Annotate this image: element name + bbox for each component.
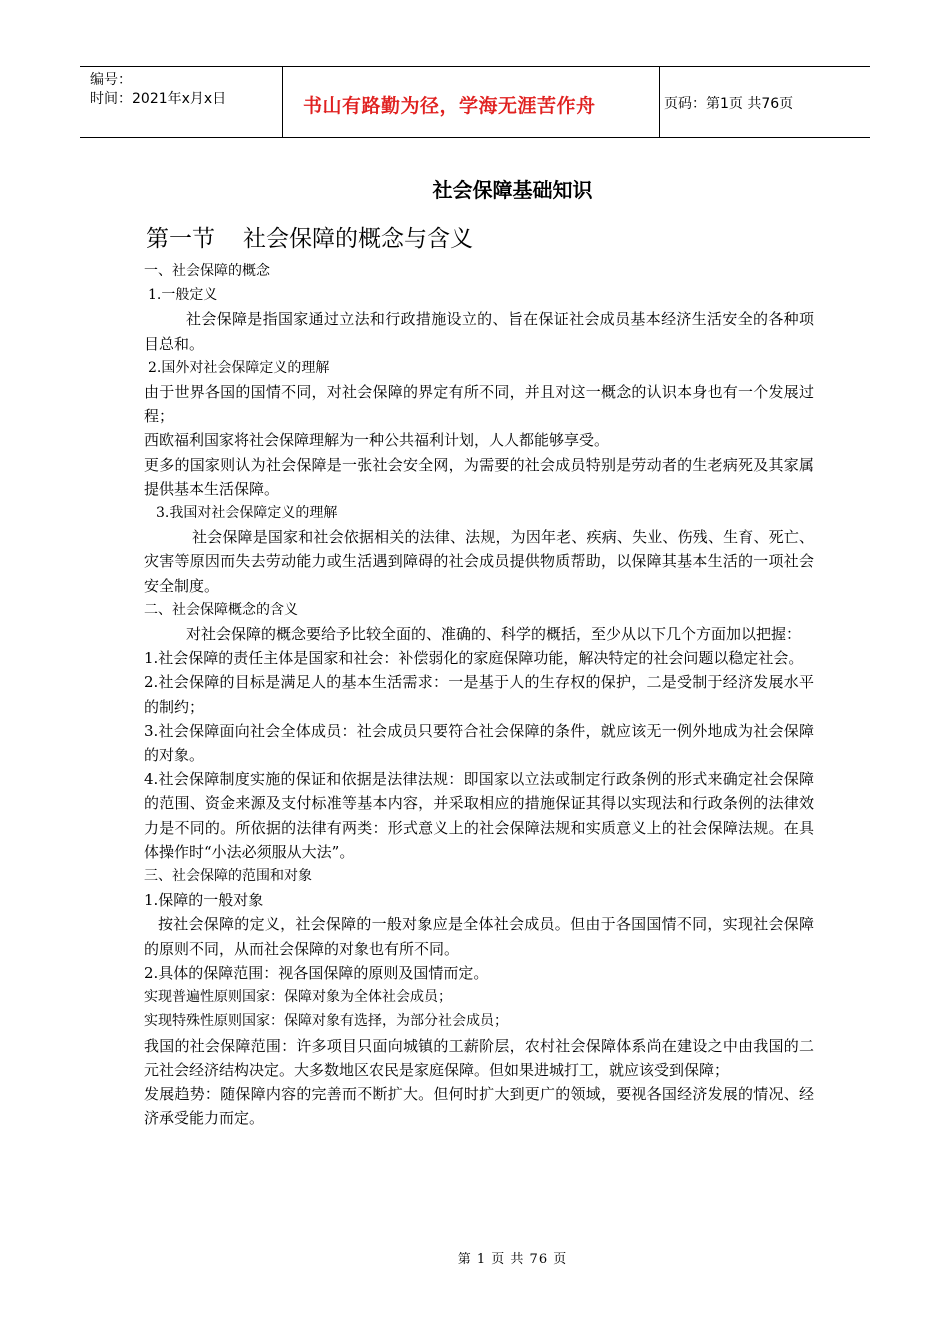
subheading: 2.国外对社会保障定义的理解 bbox=[148, 359, 330, 376]
paragraph: 社会保障是国家和社会依据相关的法律、法规，为因年老、疾病、失业、伤残、生育、死亡、灾害等原因而失去劳动能力或生活遇到障碍的社会成员提供物质帮助，以保障其基本生活的一项社会安全制度。 bbox=[144, 528, 814, 595]
paragraph: 发展趋势：随保障内容的完善而不断扩大。但何时扩大到更广的领域，要视各国经济发展的情况、经济承受能力而定。 bbox=[144, 1084, 814, 1128]
subheading: 3.我国对社会保障定义的理解 bbox=[156, 505, 338, 522]
paragraph: 对社会保障的概念要给予比较全面的、准确的、科学的概括，至少从以下几个方面加以把握： bbox=[186, 625, 802, 644]
list-item: 3.社会保障面向社会全体成员：社会成员只要符合社会保障的条件，就应该无一例外地成为社会保障的对象。 bbox=[144, 721, 814, 765]
paragraph: 由于世界各国的国情不同，对社会保障的界定有所不同，并且对这一概念的认识本身也有一个发展过程； bbox=[144, 383, 814, 426]
section-heading bbox=[146, 220, 473, 253]
document-title: 社会保障基础知识 bbox=[432, 178, 593, 202]
paragraph: 按社会保障的定义，社会保障的一般对象应是全体社会成员。但由于各国国情不同，实现社会保障的原则不同，从而社会保障的对象也有所不同。 bbox=[144, 915, 814, 958]
time-label: 时间：2021年x月x日 bbox=[90, 91, 227, 107]
heading-3: 三、社会保障的范围和对象 bbox=[144, 868, 312, 885]
header-meta-cell bbox=[80, 67, 283, 137]
paragraph: 实现普遍性原则国家：保障对象为全体社会成员； bbox=[144, 989, 452, 1006]
body-text bbox=[144, 259, 814, 1130]
heading-1: 一、社会保障的概念 bbox=[144, 263, 270, 279]
code-label: 编号： bbox=[90, 72, 132, 88]
paragraph: 西欧福利国家将社会保障理解为一种公共福利计划，人人都能够享受。 bbox=[144, 431, 610, 450]
paragraph: 实现特殊性原则国家：保障对象有选择，为部分社会成员； bbox=[144, 1013, 508, 1030]
motto-text: 书山有路勤为径，学海无涯苦作舟 bbox=[303, 95, 596, 117]
paragraph: 社会保障是指国家通过立法和行政措施设立的、旨在保证社会成员基本经济生活安全的各种项目总和。 bbox=[144, 310, 814, 353]
paragraph: 更多的国家则认为社会保障是一张社会安全网，为需要的社会成员特别是劳动者的生老病死及其家属提供基本生活保障。 bbox=[144, 455, 814, 498]
page-footer: 第 1 页 共 76 页 bbox=[457, 1252, 568, 1267]
subheading: 1.一般定义 bbox=[148, 287, 218, 304]
paragraph: 2.具体的保障范围：视各国保障的原则及国情而定。 bbox=[144, 963, 489, 982]
header-page-cell bbox=[660, 67, 870, 137]
list-item: 1.社会保障的责任主体是国家和社会：补偿弱化的家庭保障功能，解决特定的社会问题以稳定社会。 bbox=[144, 649, 804, 668]
list-item: 4.社会保障制度实施的保证和依据是法律法规：即国家以立法或制定行政条例的形式来确定社会保障的范围、资金来源及支付标准等基本内容，并采取相应的措施保证其得以实现法和行政条例的法律效力是不同的。所依据的法律有两类：形式意义上的社会保障法规和实质意义上的社会保障法规。在具体操作时“小法必须服从大法”。 bbox=[144, 770, 814, 861]
paragraph: 我国的社会保障范围：许多项目只面向城镇的工薪阶层，农村社会保障体系尚在建设之中由我国的二元社会经济结构决定。大多数地区农民是家庭保障。但如果进城打工，就应该受到保障； bbox=[144, 1036, 814, 1079]
header-motto-cell bbox=[283, 67, 660, 137]
heading-2: 二、社会保障概念的含义 bbox=[144, 601, 298, 618]
header-table bbox=[80, 66, 870, 138]
list-item: 2.社会保障的目标是满足人的基本生活需求：一是基于人的生存权的保护，二是受制于经济发展水平的制约； bbox=[144, 673, 814, 716]
page-info: 页码：第1页 共76页 bbox=[664, 96, 794, 112]
section-number: 第一节 bbox=[146, 226, 215, 252]
section-title: 社会保障的概念与含义 bbox=[243, 226, 473, 252]
subheading: 1.保障的一般对象 bbox=[144, 891, 264, 910]
